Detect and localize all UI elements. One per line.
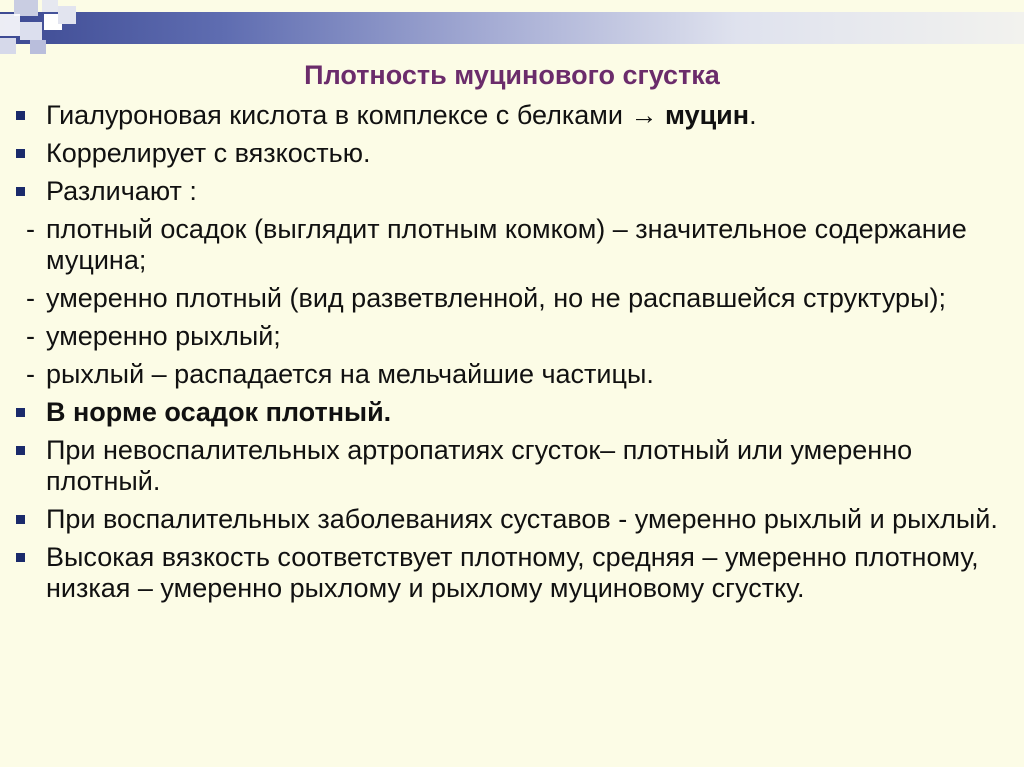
decor-square bbox=[20, 22, 42, 40]
square-bullet-icon bbox=[16, 408, 25, 417]
slide-content bbox=[10, 100, 1010, 611]
list-item bbox=[10, 397, 1010, 428]
item-text: рыхлый – распадается на мельчайшие частицы. bbox=[46, 359, 654, 389]
dash-marker: - bbox=[26, 283, 35, 313]
decor-square bbox=[0, 38, 16, 54]
dash-marker: - bbox=[26, 359, 35, 389]
item-text: умеренно рыхлый; bbox=[46, 321, 281, 351]
list-item bbox=[10, 100, 1010, 131]
item-text: Высокая вязкость соответствует плотному, средняя – умеренно плотному, низкая – умеренно рыхлому и рыхлому муциновому сгустку. bbox=[46, 542, 979, 603]
list-item bbox=[10, 504, 1010, 535]
slide-title: Плотность муцинового сгустка bbox=[304, 60, 720, 90]
sub-list-item bbox=[10, 321, 1010, 352]
square-bullet-icon bbox=[16, 553, 25, 562]
square-bullet-icon bbox=[16, 111, 25, 120]
item-text: Гиалуроновая кислота в комплексе с белками bbox=[46, 100, 623, 130]
decor-square bbox=[30, 40, 46, 54]
header-gradient-bar bbox=[0, 12, 1024, 44]
item-text: плотный осадок (выглядит плотным комком) – значительное содержание муцина; bbox=[46, 214, 967, 275]
list-item bbox=[10, 176, 1010, 207]
dash-marker: - bbox=[26, 214, 35, 244]
sub-list-item bbox=[10, 283, 1010, 314]
decor-square bbox=[0, 14, 20, 36]
list-item bbox=[10, 435, 1010, 497]
square-bullet-icon bbox=[16, 446, 25, 455]
square-bullet-icon bbox=[16, 515, 25, 524]
item-bold-text: В норме осадок плотный. bbox=[46, 397, 392, 427]
list-item bbox=[10, 542, 1010, 604]
item-text: . bbox=[749, 100, 757, 130]
square-bullet-icon bbox=[16, 187, 25, 196]
item-text: При невоспалительных артропатиях сгусток– плотный или умеренно плотный. bbox=[46, 435, 913, 496]
list-item bbox=[10, 138, 1010, 169]
item-text: Коррелирует с вязкостью. bbox=[46, 138, 371, 168]
item-text: При воспалительных заболеваниях суставов - умеренно рыхлый и рыхлый. bbox=[46, 504, 998, 534]
dash-marker: - bbox=[26, 321, 35, 351]
decor-square bbox=[42, 0, 58, 12]
item-text: Различают : bbox=[46, 176, 197, 206]
item-text: умеренно плотный (вид разветвленной, но не распавшейся структуры); bbox=[46, 283, 946, 313]
decor-square bbox=[58, 6, 76, 24]
sub-list-item bbox=[10, 359, 1010, 390]
right-arrow-icon: → bbox=[630, 100, 658, 130]
square-bullet-icon bbox=[16, 149, 25, 158]
sub-list-item bbox=[10, 214, 1010, 276]
item-bold-text: муцин bbox=[664, 100, 750, 130]
